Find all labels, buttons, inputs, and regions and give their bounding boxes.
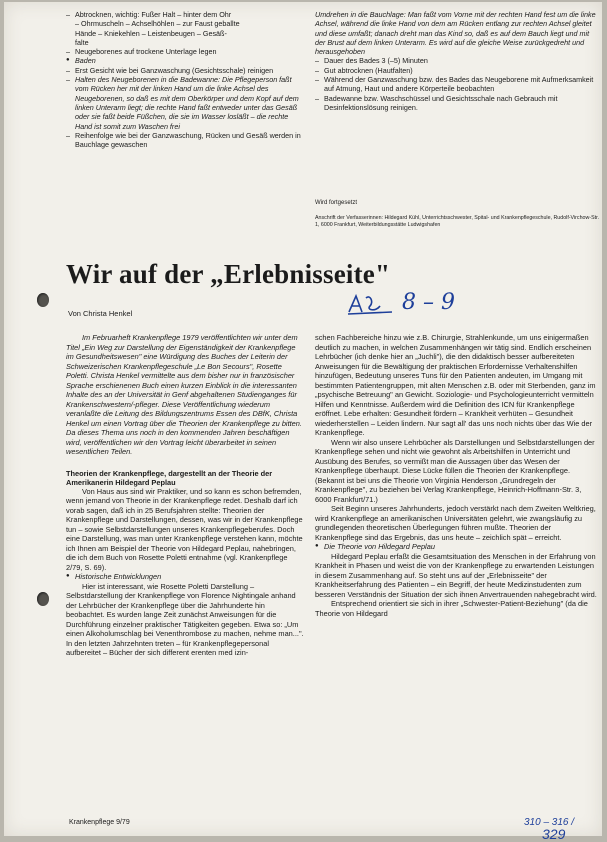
article-left-column [66, 333, 304, 658]
handwritten-page-range: 310 – 316 / [524, 817, 575, 828]
continued-note: Wird fortgesetzt [315, 200, 358, 206]
document-page [4, 2, 602, 842]
handwritten-scribble-icon [346, 292, 394, 318]
text-line: – Ohrmuscheln – Achselhöhlen – zur Faust geballte [75, 19, 240, 29]
paragraph: Hildegard Peplau erfaßt die Gesamtsituation des Menschen in der Erfahrung von Krankheit in Phasen und weist die von der Krankenpflege zu erwartenden Leistungen in diesem Zusammenhang auf. So steht uns auf der „Erlebnisseite" der Krankheitserfahrung des Patienten – ein Begriff, der heute Medizinstudenten zum besseren Verständnis der Situation der sich ihnen Anvertrauenden nahegebracht wird. [315, 551, 597, 599]
author-address: Anschrift der Verfasserinnen: Hildegard Kühl, Unterrichtsschwester, Spital- und Krankenpflegeschule, Rudolf-Virchow-Str. 1, 6000 Frankfurt, Weiterbildungsstätte Ludwigshafen [315, 215, 600, 228]
article-title: Wir auf der „Erlebnisseite" [66, 259, 391, 289]
bath-item: – Reihenfolge wie bei der Ganzwaschung, Rücken und Gesäß werden in Bauchlage gewaschen [66, 131, 304, 150]
paragraph: Von Haus aus sind wir Praktiker, und so kann es schon befremden, wenn jemand von Theorie in der Krankenpflege redet. Deshalb darf ich vorab sagen, daß ich in 25 Berufsjahren stellte: Theorien der Krankenpflege und Darstellungen, dessen, was wir in der Krankenpflege tun – sowie Selbstdarstellungen unseres Krankenpflegeberufes. Doch eine Darstellung, was man unter Krankenpflege verstehen kann, möchte ich Ihnen am Beispiel der Theorie von Hildegard Peplau, nahebringen, die ich dem Buch von Rosette Poletti entnahme (vgl. Krankenpflege 2/79, S. 69). [66, 486, 303, 572]
list-item: – Gut abtrocknen (Hautfalten) [315, 66, 599, 75]
paragraph: Umdrehen in die Bauchlage: Man faßt vom Vorne mit der rechten Hand fest um die linke Achsel, während die linke Hand von dem am Rücken entlang zur rechten Achsel gleitet und diese umfaßt; danach dreht man das Kind so, daß es auf dem Bauch liegt und mit der Brust auf dem linken Unterarm. Es wird auf die gleiche Weise zurückgedreht und herausgehoben [315, 10, 596, 57]
article-intro: Im Februarheft Krankenpflege 1979 veröffentlichten wir unter dem Titel „Ein Weg zur Darstellung der Eigenständigkeit der Krankenpflege im Gesundheitswesen" eine Würdigung des Buches der Leiterin der Schweizerischen Krankenpflegeschule „Le Bon Secours", Rosette Poletti. Christa Henkel vermittelte aus dem bisher nur in französischer Sprache erschienenen Buch einen kurzen Einblick in die interessanten Inhalte des an der Universität in Genf abgehaltenen Studienganges für Krankenschwestern/-pfleger. Diese Veröffentlichung wiederum veranlaßte die Leitung des Bildungszentrums Essen des DBfK, Christa Henkel um einen Vortrag über die Theorien der Krankenpflege zu bitten. Da dieses Thema uns noch in den kommenden Jahren beschäftigen wird, veröffentlichen wir den Vortrag leicht überarbeitet in seinen wesentlichen Teilen. [66, 333, 302, 456]
sub-heading: ● Die Theorie von Hildegard Peplau [315, 542, 599, 552]
section-heading: Theorien der Krankenpflege, dargestellt an der Theorie der Amerikanerin Hildegard Peplau [66, 468, 273, 487]
text-line: falte [75, 37, 89, 47]
article-author: Von Christa Henkel [68, 309, 133, 318]
top-right-column [315, 10, 599, 112]
handwritten-page-number: 329 [542, 826, 566, 842]
text-line: – Neugeborenes auf trockene Unterlage legen [66, 47, 304, 56]
punch-hole-bottom [37, 592, 49, 606]
bath-item: – Halten des Neugeborenen in die Badewanne: Die Pflegeperson faßt vom Rücken her mit der linken Hand um die linke Achsel des Neugeborenen, so daß es mit dem Oberkörper und dem Kopf auf dem linken Unterarm liegt; die rechte Hand faßt entweder unter das Gesäß oder sie faßt beide Füßchen, die sie im Wasser losläßt – die rechte Hand ist somit zum Waschen frei [66, 75, 304, 131]
journal-footer: Krankenpflege 9/79 [69, 819, 130, 826]
text-line: – Abtrocknen, wichtig: Fußer Halt – hinter dem Ohr [66, 10, 304, 19]
list-item: – Während der Ganzwaschung bzw. des Bades das Neugeborene mit Aufmerksamkeit auf Atmung, Haut und andere Körperteile beobachten [315, 75, 599, 94]
paragraph: schen Fachbereiche hinzu wie z.B. Chirurgie, Strahlenkunde, um uns einigermaßen deutlich zu machen, in welchen Zusammenhängen wir tätig sind. Endlich erscheinen Lehrbücher (ich denke hier an „Juchli"), die den didaktisch besser aufbereiteten Anweisungen für die Bewältigung der praktischen Erfordernisse Verhaltenshilfen hinzufügen, Bedeutung unseres Tuns für den Patienten andeuten, im Umgang mit bestimmten Patientengruppen, mit alten Menschen z.B. oder mit Sterbenden, ganz im „psychische Betreuung" an Gewicht. Soziologie- und Psychologieunterricht vermitteln Hilfen und Kenntnisse. Außerdem wird die Definition des ICN für Krankenpflege eröffnet. Lebe erhalten: Gesundheit fördern – Krankheit verhüten – Gesundheit wiederherstellen – Leiden lindern. Nur sagt all' das uns noch nichts über das Wie der Krankenpflege. [315, 333, 596, 437]
text-line: Hände – Kniekehlen – Leistenbeugen – Gesäß- [75, 28, 227, 38]
paragraph: Seit Beginn unseres Jahrhunderts, jedoch verstärkt nach dem Zweiten Weltkrieg, wird Krankenpflege an amerikanischen Universitäten gelehrt, wie zwangsläufig zu grundlegenden theoretischen Überlegungen führen mußte. Theorien der Krankenpflege sind das Ergebnis, das uns heute – zeichlich spät – erreicht. [315, 504, 596, 542]
bath-item: – Erst Gesicht wie bei Ganzwaschung (Gesichtsschale) reinigen [66, 66, 304, 75]
list-item: – Dauer des Bades 3 (–5) Minuten [315, 56, 599, 65]
paragraph: Entsprechend orientiert sie sich in ihrer „Schwester-Patient-Beziehung" (da die Theorie von Hildegard [315, 599, 588, 618]
list-item: – Badewanne bzw. Waschschüssel und Gesichtsschale nach Gebrauch mit Desinfektionslösung reinigen. [315, 94, 599, 113]
handwritten-page-note: 8 – 9 [402, 290, 455, 315]
article-right-column [315, 333, 599, 618]
sub-heading: ● Historische Entwicklungen [66, 572, 304, 582]
top-left-column [66, 10, 304, 149]
paragraph: Wenn wir also unsere Lehrbücher als Darstellungen und Selbstdarstellungen der Krankenpflege sehen und nicht wie gewohnt als Arbeitshilfen in Unterricht und Ausübung des Berufes, so vermißt man die Aussagen über das Wesen der Krankenpflege überhaupt. Diese Lücke füllen die Theorien der Krankenpflege. (Bekannt ist bei uns die Theorie von Virginia Henderson „Grundregeln der Krankenpflege", zu beziehen bei Verlag Krankenpflege, Heinrich-Hoffmann-Str. 3, 6000 Frankfurt/71.) [315, 437, 595, 504]
punch-hole-top [37, 293, 49, 307]
paragraph: Hier ist interessant, wie Rosette Poletti Darstellung – Selbstdarstellung der Krankenpflege von Florence Nightingale anhand der Lehrbücher der Krankenpflege über die Jahrhunderte hin beobachtet. Es wurden lange Zeit zunächst Anweisungen für die Durchführung einzelner praktischer Tätigkeiten gegeben. Etwa so: „Um einen Alkoholumschlag bei Venenthrombose zu machen, nehme man...". In den letzten Jahrzehnten treten – für Krankenpflegepersonal aufbereitet – Bücher der sich different erenten med izin- [66, 581, 304, 657]
bullet-heading-baden: ● Baden [66, 56, 304, 65]
